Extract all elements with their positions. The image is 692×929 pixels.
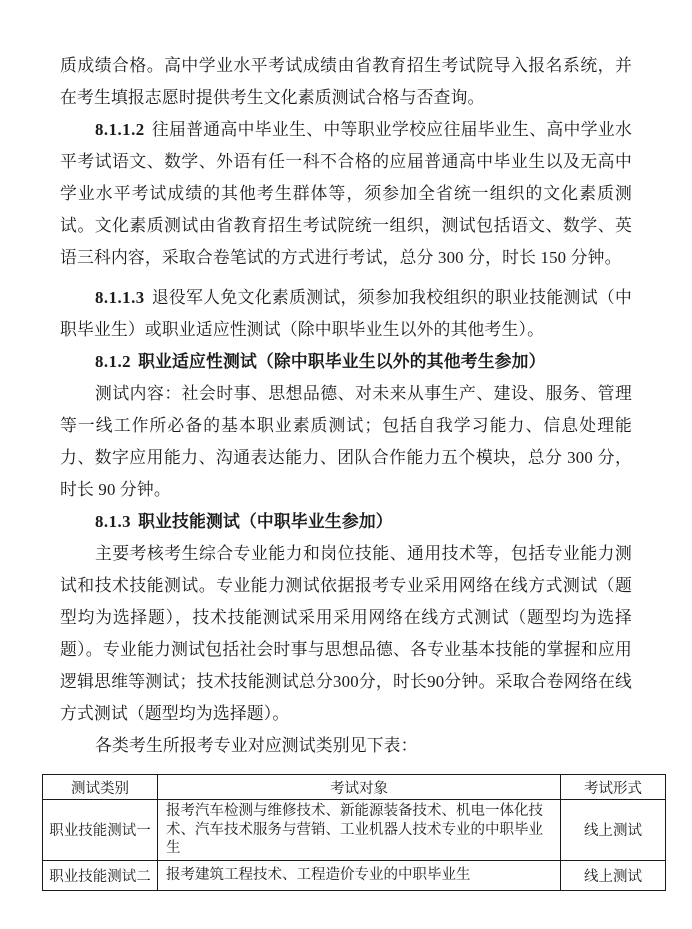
clause-text: 往届普通高中毕业生、中等职业学校应往届毕业生、高中学业水平考试语文、数学、外语有任一科不合格的应届普通高中毕业生以及无高中学业水平考试成绩的其他考生群体等，须参加全省统一组织的文化素质测试。文化素质测试由省教育招生考试院统一组织，测试包括语文、数学、英语三科内容，采取合卷笔试的方式进行考试，总分 300 分，时长 150 分钟。 [60,120,632,267]
cell-test-target: 报考建筑工程技术、工程造价专业的中职毕业生 [158,860,561,890]
test-category-table-wrapper [42,774,665,891]
paragraph-continuation: 质成绩合格。高中学业水平考试成绩由省教育招生考试院导入报名系统，并在考生填报志愿时提供考生文化素质测试合格与否查询。 [60,56,632,107]
section-heading-8-1-3 [60,506,632,538]
table-row [43,860,666,890]
clause-number: 8.1.1.3 [95,288,145,307]
paragraph-skills-test: 主要考核考生综合专业能力和岗位技能、通用技术等，包括专业能力测试和技术技能测试。专业能力测试依据报考专业采用网络在线方式测试（题型均为选择题），技术技能测试采用采用网络在线方式测试（题型均为选择题）。专业能力测试包括社会时事与思想品德、各专业基本技能的掌握和应用逻辑思维等测试；技术技能测试总分300分，时长90分钟。采取合卷网络在线方式测试（题型均为选择题）。 [60,544,632,723]
column-header-target: 考试对象 [158,775,561,800]
table-header-row [43,775,666,800]
column-header-category: 测试类别 [43,775,158,800]
cell-test-target: 报考汽车检测与维修技术、新能源装备技术、机电一体化技术、汽车技术服务与营销、工业机器人技术专业的中职毕业生 [158,800,561,861]
heading-text: 职业技能测试（中职毕业生参加） [138,512,393,531]
paragraph-adaptability-test: 测试内容：社会时事、思想品德、对未来从事生产、建设、服务、管理等一线工作所必备的基本职业素质测试；包括自我学习能力、信息处理能力、数字应用能力、沟通表达能力、团队合作能力五个模块，总分 300 分，时长 90 分钟。 [60,384,632,499]
cell-test-format: 线上测试 [561,800,666,861]
heading-text: 职业适应性测试（除中职毕业生以外的其他考生参加） [138,352,546,371]
cell-test-format: 线上测试 [561,860,666,890]
clause-number: 8.1.1.2 [95,120,145,139]
clause-8-1-1-3 [60,282,632,346]
paragraph-table-intro: 各类考生所报考专业对应测试类别见下表： [95,736,418,755]
test-category-table [42,774,666,891]
table-row [43,800,666,861]
cell-test-category: 职业技能测试一 [43,800,158,861]
cell-test-category: 职业技能测试二 [43,860,158,890]
clause-text: 退役军人免文化素质测试，须参加我校组织的职业技能测试（中职毕业生）或职业适应性测试（除中职毕业生以外的其他考生）。 [60,288,632,339]
clause-8-1-1-2 [60,114,632,274]
column-header-format: 考试形式 [561,775,666,800]
heading-number: 8.1.2 [95,352,132,371]
section-heading-8-1-2 [60,346,632,378]
heading-number: 8.1.3 [95,512,132,531]
